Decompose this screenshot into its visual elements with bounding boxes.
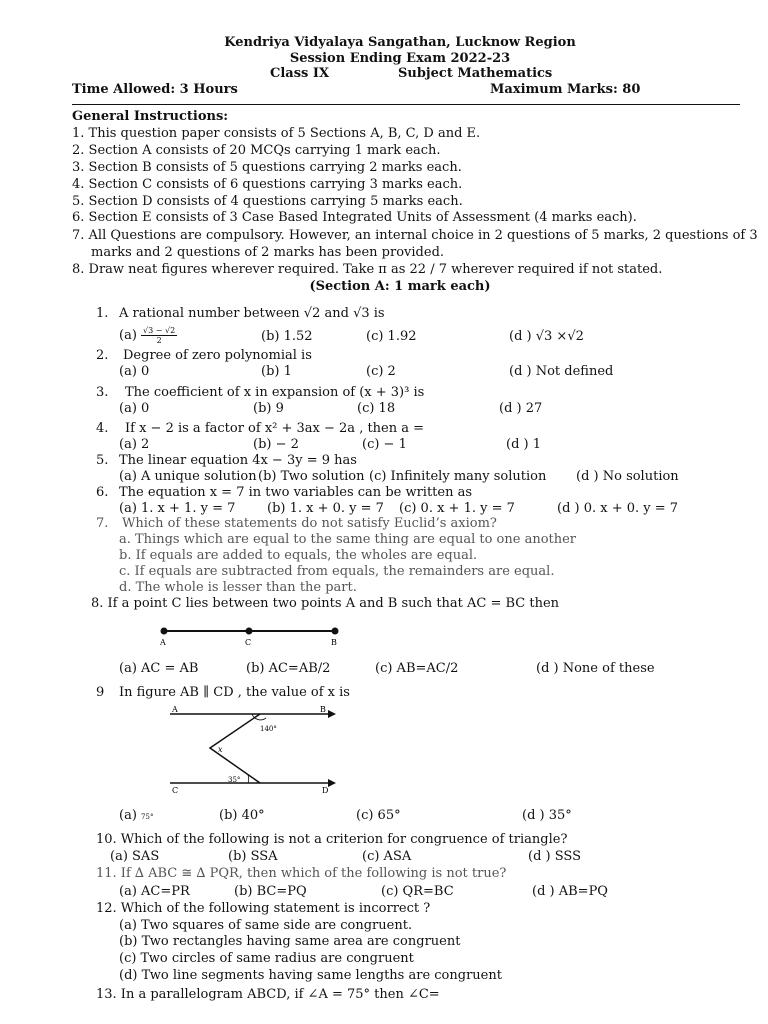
- question-number: 9: [96, 685, 105, 700]
- school-title: Kendriya Vidyalaya Sangathan, Lucknow Region: [224, 35, 576, 50]
- question-number: 3.: [96, 385, 109, 400]
- fraction-numerator: √3 − √2: [143, 326, 176, 335]
- label-c: C: [172, 786, 179, 795]
- angle-label-35: 35°: [228, 776, 241, 784]
- option-a: (a) 1. x + 1. y = 7: [119, 501, 236, 516]
- instruction-item: 4. Section C consists of 6 questions carrying 3 marks each.: [72, 177, 463, 192]
- option-a: [119, 808, 153, 825]
- instruction-item: 1. This question paper consists of 5 Sections A, B, C, D and E.: [72, 126, 481, 141]
- option-a: a. Things which are equal to the same thing are equal to one another: [119, 532, 577, 547]
- question-number: 1.: [96, 306, 109, 321]
- question-text: If x − 2 is a factor of x² + 3ax − 2a , then a =: [125, 421, 425, 436]
- angle-arc-35: [248, 775, 249, 783]
- option-d: (d ) 27: [499, 401, 543, 416]
- point-a: [161, 628, 168, 635]
- option-a: (a) AC = AB: [119, 661, 199, 676]
- question-number: 6.: [96, 485, 109, 500]
- option-d: d. The whole is lesser than the part.: [119, 580, 357, 595]
- arrow-cd-icon: [328, 779, 336, 787]
- option-a-label: (a): [119, 328, 137, 343]
- question-text: In figure AB ∥ CD , the value of x is: [119, 685, 350, 700]
- option-c: (c) 65°: [356, 808, 401, 823]
- option-a: (a) A unique solution: [119, 469, 257, 484]
- option-b: (b) 40°: [219, 808, 265, 823]
- option-a: (a) 0: [119, 401, 150, 416]
- line-segment-figure: [150, 618, 350, 654]
- instruction-item: 3. Section B consists of 5 questions carrying 2 marks each.: [72, 160, 462, 175]
- option-a: (a) Two squares of same side are congruent.: [119, 918, 413, 933]
- option-d: (d ) None of these: [536, 661, 655, 676]
- question-text: The coefficient of x in expansion of (x + 3)³ is: [125, 385, 425, 400]
- option-c: (c) 2: [366, 364, 396, 379]
- time-allowed: Time Allowed: 3 Hours: [72, 82, 238, 97]
- label-d: D: [322, 786, 329, 795]
- instruction-item: marks and 2 questions of 2 marks has been provided.: [91, 245, 445, 260]
- option-a: (a) SAS: [110, 849, 160, 864]
- instruction-item: 8. Draw neat figures wherever required. Take π as 22 / 7 wherever required if not stated.: [72, 262, 663, 277]
- option-a-value: 75°: [141, 813, 154, 821]
- question-number: 7.: [96, 516, 109, 531]
- option-c: (c) Two circles of same radius are congruent: [119, 951, 414, 966]
- angle-label-140: 140°: [260, 725, 277, 733]
- option-b: (b) BC=PQ: [234, 884, 307, 899]
- label-a: A: [172, 705, 178, 714]
- option-d: (d ) AB=PQ: [532, 884, 608, 899]
- option-a: (a) AC=PR: [119, 884, 190, 899]
- option-b: (b) 1: [261, 364, 292, 379]
- option-b: (b) 9: [253, 401, 284, 416]
- option-c: c. If equals are subtracted from equals, the remainders are equal.: [119, 564, 555, 579]
- question-number: 5.: [96, 453, 109, 468]
- header-divider: [72, 104, 740, 105]
- section-a-title: (Section A: 1 mark each): [309, 279, 491, 294]
- option-d: (d) Two line segments having same lengths are congruent: [119, 968, 502, 983]
- parallel-lines-figure: [160, 704, 340, 796]
- question-text: The linear equation 4x − 3y = 9 has: [119, 453, 357, 468]
- angle-label-x: x: [218, 745, 223, 754]
- option-d: [509, 329, 584, 345]
- question-text: A rational number between √2 and √3 is: [119, 306, 385, 321]
- class-label: Class IX: [270, 66, 330, 81]
- maximum-marks: Maximum Marks: 80: [490, 82, 641, 97]
- question-text: The equation x = 7 in two variables can be written as: [119, 485, 473, 500]
- instruction-item: 2. Section A consists of 20 MCQs carrying 1 mark each.: [72, 143, 441, 158]
- option-c: (c) 18: [357, 401, 396, 416]
- question-text: 8. If a point C lies between two points A and B such that AC = BC then: [91, 596, 560, 611]
- option-d: (d ) No solution: [576, 469, 679, 484]
- point-c: [246, 628, 253, 635]
- option-b: (b) 1. x + 0. y = 7: [267, 501, 384, 516]
- label-c: C: [245, 638, 252, 647]
- option-b: (b) Two solution: [258, 469, 365, 484]
- question-text: Degree of zero polynomial is: [123, 348, 312, 363]
- option-b: b. If equals are added to equals, the wholes are equal.: [119, 548, 478, 563]
- fraction: [141, 326, 177, 345]
- question-text: 11. If ∆ ABC ≅ ∆ PQR, then which of the following is not true?: [96, 866, 507, 881]
- option-d-label: (d ): [509, 329, 532, 344]
- instruction-item: 7. All Questions are compulsory. However, an internal choice in 2 questions of 5 marks, 2 questions of 3: [72, 228, 758, 243]
- option-d: (d ) 0. x + 0. y = 7: [557, 501, 679, 516]
- option-b: (b) Two rectangles having same area are congruent: [119, 934, 461, 949]
- label-b: B: [320, 705, 326, 714]
- exam-title: Session Ending Exam 2022-23: [289, 51, 511, 66]
- option-d: (d ) 35°: [522, 808, 572, 823]
- arrow-ab-icon: [328, 710, 336, 718]
- question-text: 13. In a parallelogram ABCD, if ∠A = 75° then ∠C=: [96, 987, 440, 1002]
- option-c: (c) ASA: [362, 849, 412, 864]
- question-text: 12. Which of the following statement is incorrect ?: [96, 901, 431, 916]
- option-c: (c) 1.92: [366, 329, 417, 344]
- question-number: 2.: [96, 348, 109, 363]
- option-a-label: (a): [119, 808, 137, 823]
- fraction-denominator: 2: [156, 336, 162, 345]
- option-b: (b) AC=AB/2: [246, 661, 331, 676]
- question-text: Which of these statements do not satisfy Euclid’s axiom?: [122, 516, 497, 531]
- option-a: (a) 2: [119, 437, 150, 452]
- option-c: (c) Infinitely many solution: [369, 469, 547, 484]
- option-c: (c) AB=AC/2: [375, 661, 459, 676]
- question-number: 4.: [96, 421, 109, 436]
- option-a: [119, 326, 177, 345]
- option-b: (b) SSA: [228, 849, 278, 864]
- label-b: B: [331, 638, 337, 647]
- option-b: (b) 1.52: [261, 329, 313, 344]
- subject-label: Subject Mathematics: [398, 66, 553, 81]
- option-d-value: √3 ×√2: [535, 329, 584, 344]
- option-b: (b) − 2: [253, 437, 299, 452]
- option-c: (c) − 1: [362, 437, 407, 452]
- option-a: (a) 0: [119, 364, 150, 379]
- option-d: (d ) SSS: [528, 849, 581, 864]
- question-text: 10. Which of the following is not a criterion for congruence of triangle?: [96, 832, 568, 847]
- option-c: (c) QR=BC: [381, 884, 454, 899]
- label-a: A: [160, 638, 166, 647]
- instruction-item: 5. Section D consists of 4 questions carrying 5 marks each.: [72, 194, 463, 209]
- option-c: (c) 0. x + 1. y = 7: [399, 501, 515, 516]
- instructions-title: General Instructions:: [72, 109, 229, 124]
- option-d: (d ) 1: [506, 437, 542, 452]
- instruction-item: 6. Section E consists of 3 Case Based Integrated Units of Assessment (4 marks each).: [72, 210, 637, 225]
- option-d: (d ) Not defined: [509, 364, 614, 379]
- point-b: [332, 628, 339, 635]
